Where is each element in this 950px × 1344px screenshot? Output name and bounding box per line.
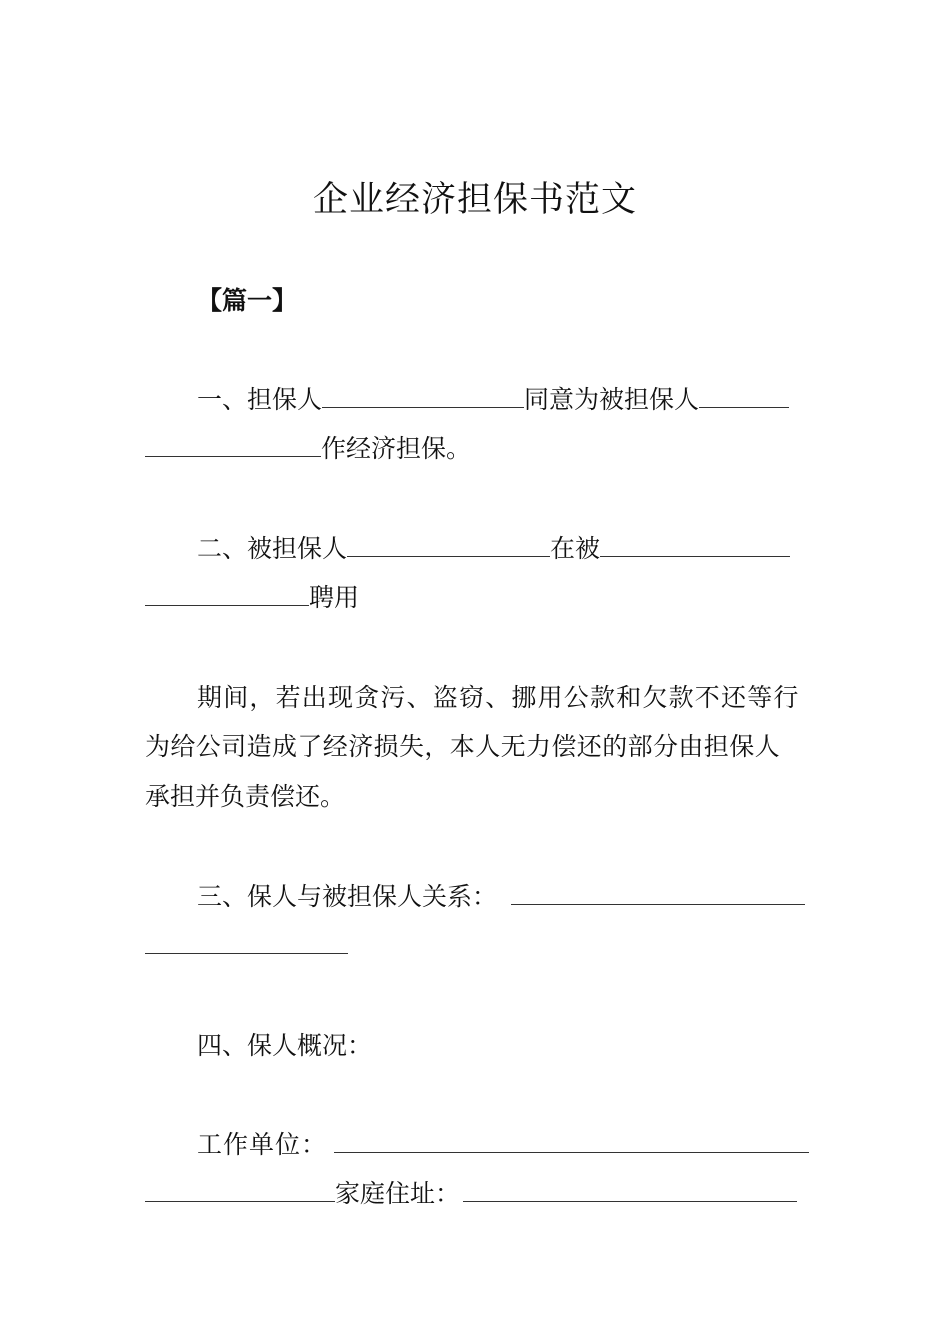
paragraph-line-2: 为给公司造成了经济损失，本人无力偿还的部分由担保人 bbox=[145, 732, 781, 761]
guaranteed-person-blank-1 bbox=[699, 382, 789, 408]
paragraph-line-1: 期间，若出现贪污、盗窃、挪用公款和欠款不还等行 bbox=[197, 683, 800, 712]
clause-1-prefix: 一、担保人 bbox=[197, 385, 323, 414]
clause-3-prefix: 三、保人与被担保人关系： bbox=[197, 882, 498, 911]
work-unit-line bbox=[197, 1127, 809, 1163]
work-unit-label: 工作单位： bbox=[197, 1130, 328, 1159]
guaranteed-person-blank-2 bbox=[145, 431, 321, 457]
clause-1-line-2 bbox=[145, 431, 471, 467]
work-unit-blank bbox=[334, 1127, 809, 1153]
work-unit-blank-2 bbox=[145, 1176, 335, 1202]
clause-2-line-1 bbox=[197, 531, 790, 567]
address-label: 家庭住址： bbox=[335, 1179, 461, 1208]
address-blank bbox=[463, 1176, 797, 1202]
clause-3-line-2 bbox=[145, 928, 348, 964]
relationship-blank-1 bbox=[511, 879, 805, 905]
paragraph-line-3: 承担并负责偿还。 bbox=[145, 782, 346, 811]
clause-1-suffix: 作经济担保。 bbox=[321, 434, 472, 463]
employer-blank-2 bbox=[145, 580, 309, 606]
clause-1-line-1 bbox=[197, 382, 789, 418]
clause-2-line-2 bbox=[145, 580, 359, 616]
employee-blank bbox=[347, 531, 550, 557]
address-line bbox=[145, 1176, 797, 1212]
document-title: 企业经济担保书范文 bbox=[312, 180, 637, 220]
section-label: 【篇一】 bbox=[197, 286, 298, 315]
clause-4-heading: 四、保人概况： bbox=[197, 1031, 373, 1060]
clause-1-middle: 同意为被担保人 bbox=[524, 385, 700, 414]
relationship-blank-2 bbox=[145, 928, 348, 954]
employer-blank-1 bbox=[600, 531, 790, 557]
clause-3-line-1 bbox=[197, 879, 805, 915]
clause-2-middle: 在被 bbox=[550, 534, 601, 563]
clause-2-prefix: 二、被担保人 bbox=[197, 534, 348, 563]
guarantor-blank bbox=[322, 382, 524, 408]
clause-2-suffix: 聘用 bbox=[309, 583, 360, 612]
